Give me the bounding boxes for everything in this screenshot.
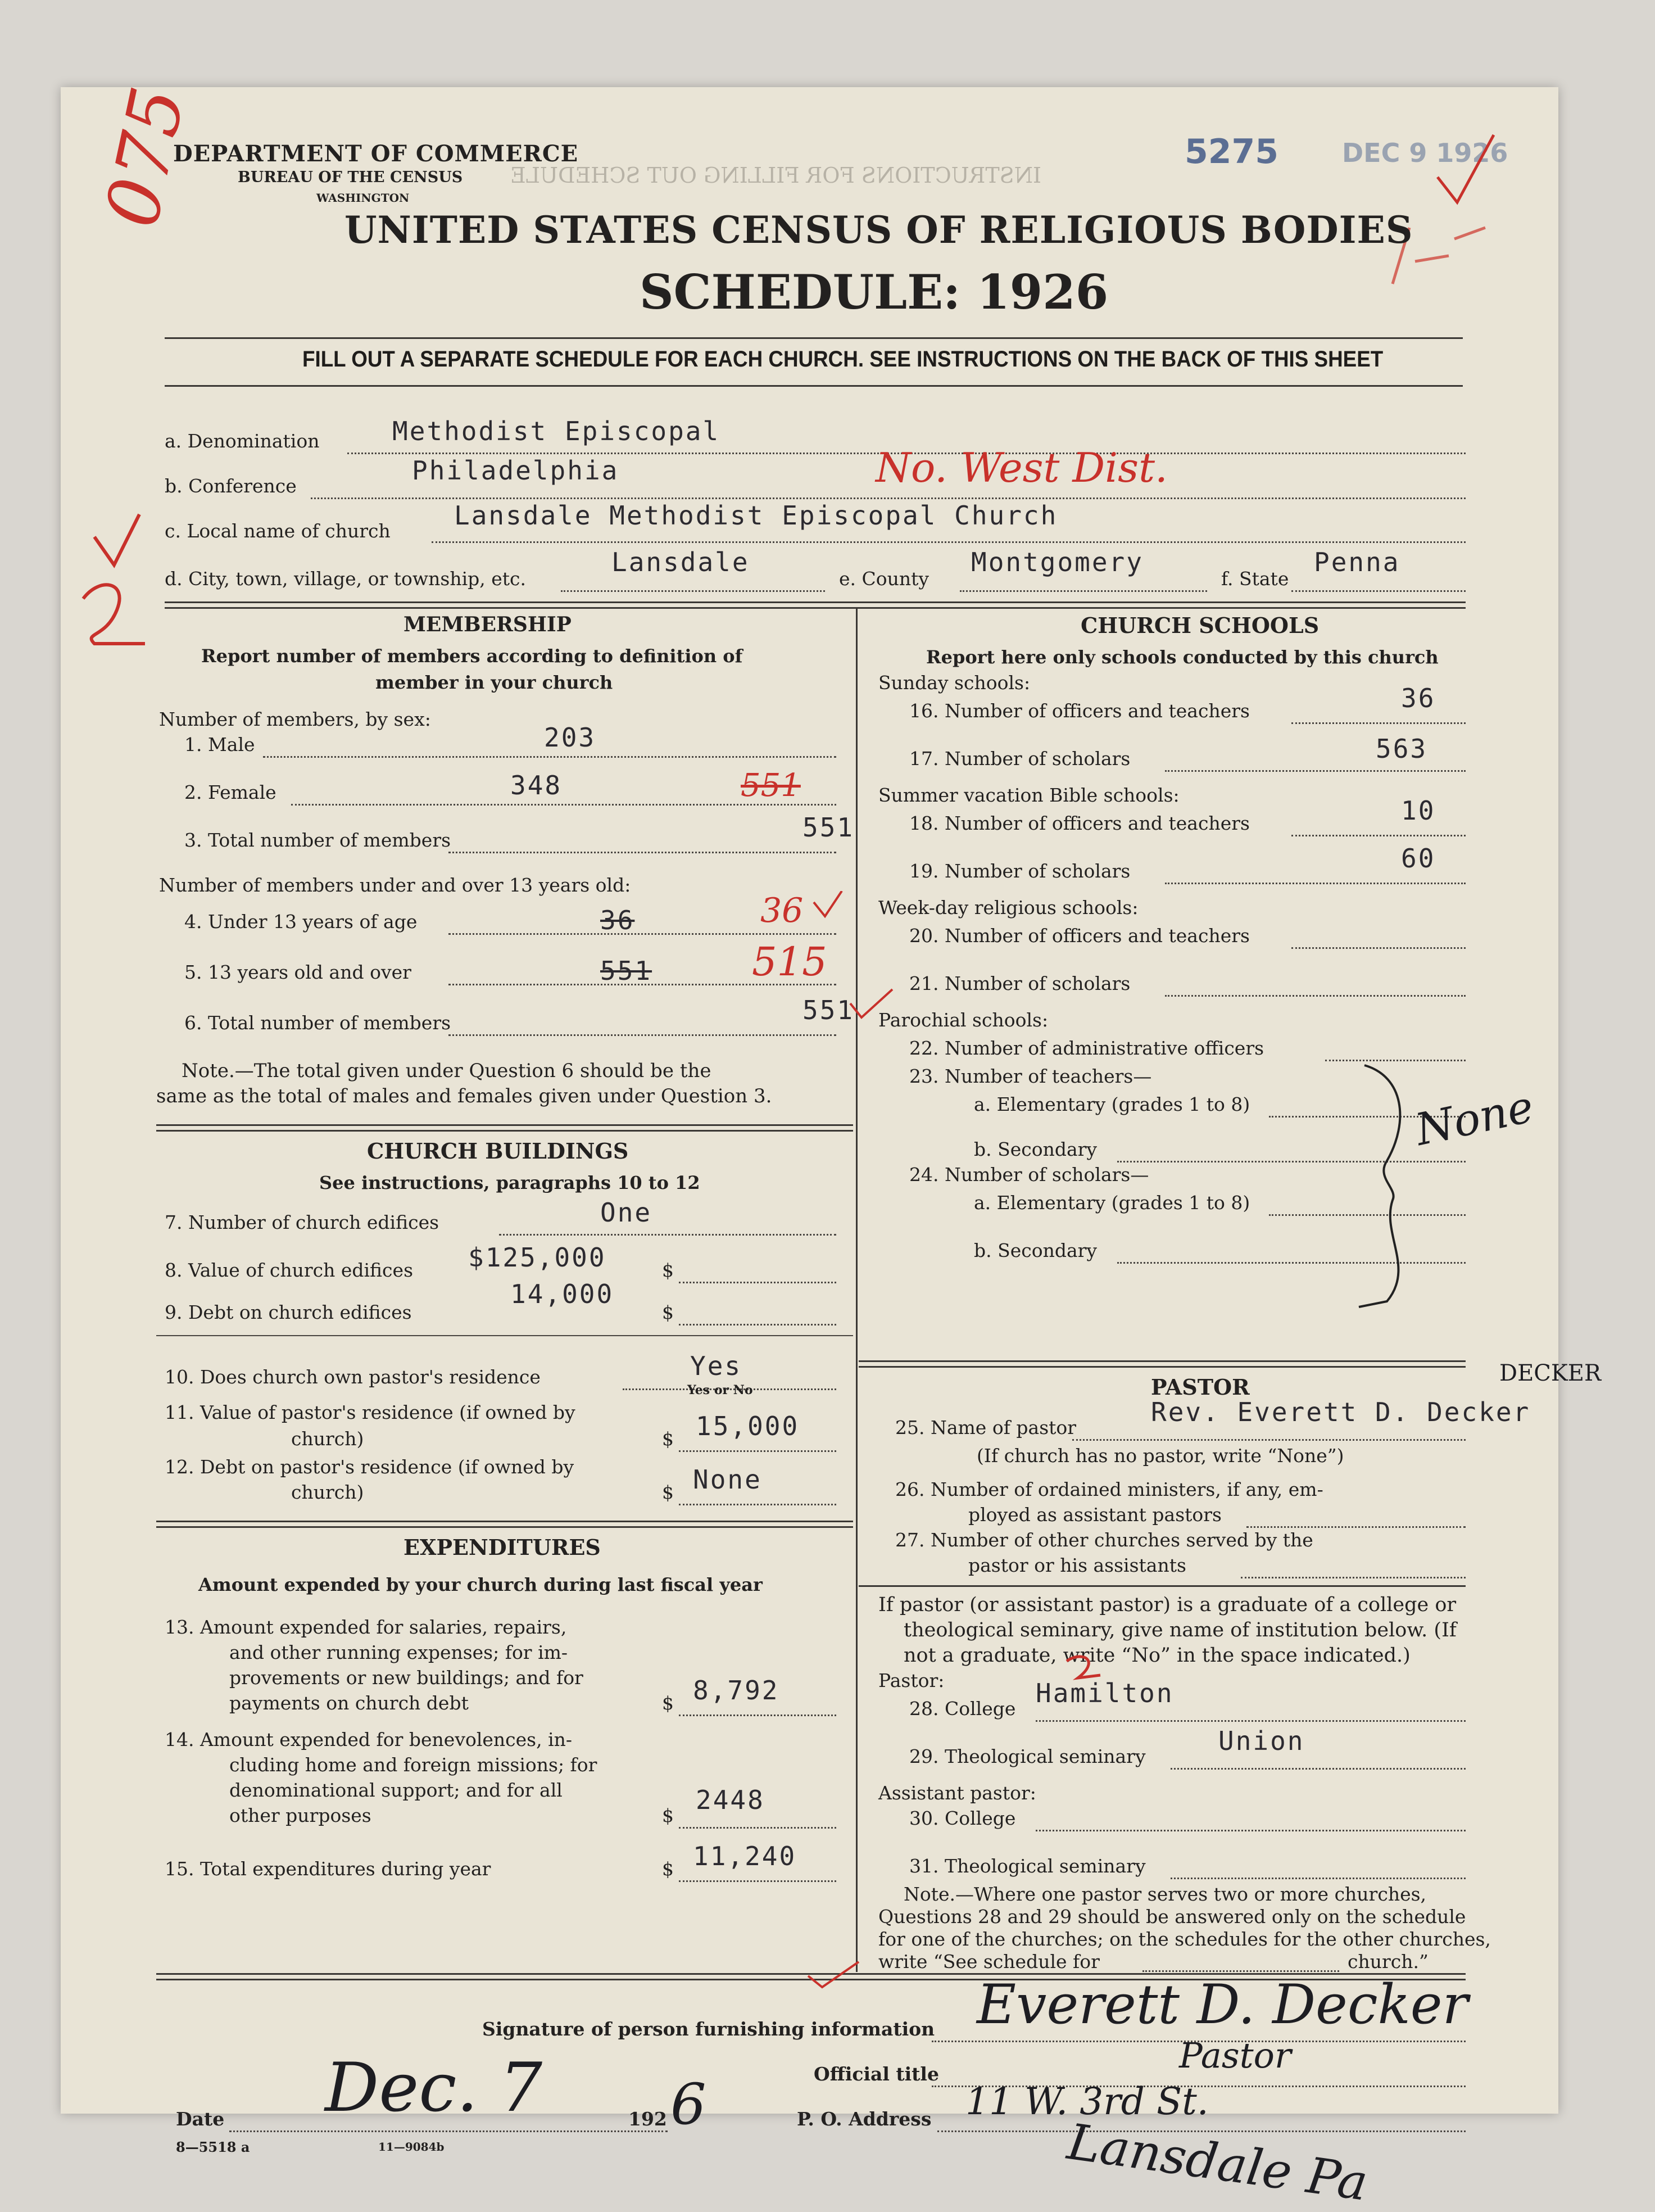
q7-value[interactable]: One	[600, 1197, 652, 1228]
summer-schools-label: Summer vacation Bible schools:	[878, 784, 1180, 806]
washington-label: WASHINGTON	[316, 191, 410, 205]
print-number: 11—9084b	[378, 2140, 445, 2154]
red-check-q3	[808, 891, 876, 964]
q9-line	[679, 1324, 836, 1326]
membership-note-2: same as the total of males and females given under Question 3.	[156, 1085, 772, 1107]
q23-label: 23. Number of teachers—	[909, 1065, 1152, 1087]
q11-label-b: church)	[291, 1428, 364, 1450]
section-divider	[165, 601, 1466, 609]
q24b-label: b. Secondary	[974, 1240, 1098, 1261]
assistant-pastor-label: Assistant pastor:	[878, 1782, 1036, 1804]
date-value[interactable]: Dec. 7	[325, 2049, 543, 2127]
q2-label: 2. Female	[184, 781, 276, 803]
q25-label: 25. Name of pastor	[895, 1417, 1077, 1439]
department-label: DEPARTMENT OF COMMERCE	[173, 141, 579, 167]
red-pencil-code: 075	[89, 80, 202, 234]
q14-line-4: other purposes	[229, 1804, 371, 1826]
signature-value[interactable]: Everett D. Decker	[977, 1973, 1468, 2036]
q19-label: 19. Number of scholars	[909, 860, 1131, 882]
census-schedule-sheet	[61, 80, 1602, 2212]
q6-value[interactable]: 551	[802, 995, 855, 1025]
red-pencil-mark-left	[61, 503, 190, 649]
parochial-schools-label: Parochial schools:	[878, 1009, 1049, 1031]
q12-value[interactable]: None	[693, 1464, 762, 1495]
q11-label-a: 11. Value of pastor's residence (if owned by	[165, 1401, 575, 1423]
q10-label: 10. Does church own pastor's residence	[165, 1366, 541, 1388]
q13-value[interactable]: 8,792	[693, 1675, 779, 1706]
by-age-label: Number of members under and over 13 years old:	[159, 874, 631, 896]
q8-line	[679, 1282, 836, 1283]
q6-line	[448, 1034, 836, 1036]
year-digit[interactable]: 6	[670, 2071, 706, 2137]
buildings-heading: CHURCH BUILDINGS	[367, 1138, 629, 1164]
city-label: d. City, town, village, or township, etc.	[165, 568, 527, 590]
membership-divider	[156, 1124, 853, 1132]
church-name-label: c. Local name of church	[165, 520, 391, 542]
q11-line	[679, 1450, 836, 1452]
denomination-value[interactable]: Methodist Episcopal	[392, 416, 720, 446]
bureau-label: BUREAU OF THE CENSUS	[238, 169, 463, 186]
official-title-label: Official title	[814, 2063, 939, 2085]
q19-line	[1165, 883, 1466, 884]
q28-value[interactable]: Hamilton	[1036, 1678, 1174, 1708]
column-divider	[856, 609, 858, 1972]
q25-value[interactable]: Rev. Everett D. Decker	[1151, 1397, 1531, 1427]
county-label: e. County	[839, 568, 929, 590]
pastor-note-4: write “See schedule for	[878, 1951, 1100, 1973]
q14-line-2: cluding home and foreign missions; for	[229, 1754, 597, 1776]
form-title: UNITED STATES CENSUS OF RELIGIOUS BODIES	[344, 208, 1413, 252]
q16-line	[1291, 722, 1466, 724]
po-address-label: P. O. Address	[797, 2108, 932, 2130]
red-check-q6	[847, 987, 898, 1026]
q14-dollar: $	[662, 1804, 674, 1826]
q27-line	[1241, 1577, 1466, 1578]
q4-value[interactable]: 36	[600, 905, 635, 935]
q28-line	[1036, 1720, 1466, 1722]
pastor-mid-rule	[859, 1585, 1466, 1587]
expenditures-heading: EXPENDITURES	[403, 1535, 601, 1560]
pastor-note-2: Questions 28 and 29 should be answered only on the schedule	[878, 1906, 1466, 1928]
membership-intro-1: Report number of members according to definition of	[201, 645, 743, 667]
q25-line	[1072, 1439, 1466, 1441]
graduate-note-2: theological seminary, give name of institution below. (If	[904, 1619, 1457, 1641]
form-number: 8—5518 a	[176, 2139, 250, 2155]
date-line	[229, 2130, 668, 2132]
q14-line-3: denominational support; and for all	[229, 1779, 563, 1801]
q24a-label: a. Elementary (grades 1 to 8)	[974, 1192, 1250, 1214]
reverse-print-show-through: INSTRUCTIONS FOR FILLING OUT SCHEDULE	[510, 163, 1042, 188]
conference-line	[311, 497, 1466, 499]
q19-value[interactable]: 60	[1401, 843, 1436, 874]
conference-district-note: No. West Dist.	[876, 444, 1168, 491]
q20-label: 20. Number of officers and teachers	[909, 925, 1250, 947]
received-number-stamp: 5275	[1185, 132, 1278, 171]
pastor-note-1: Note.—Where one pastor serves two or more churches,	[904, 1883, 1427, 1905]
q15-value[interactable]: 11,240	[693, 1841, 797, 1871]
schools-none-note: None	[1411, 1081, 1538, 1156]
banner-instruction: FILL OUT A SEPARATE SCHEDULE FOR EACH CHURCH. SEE INSTRUCTIONS ON THE BACK OF THIS SHEET	[302, 347, 1384, 372]
schedule-title: SCHEDULE: 1926	[640, 264, 1109, 320]
po-address-value[interactable]: 11 W. 3rd St.	[965, 2080, 1209, 2123]
q23a-label: a. Elementary (grades 1 to 8)	[974, 1093, 1250, 1115]
graduate-note-3: not a graduate, write “No” in the space indicated.)	[904, 1644, 1411, 1667]
q31-line	[1171, 1878, 1466, 1879]
q15-dollar: $	[662, 1858, 674, 1880]
denomination-label: a. Denomination	[165, 430, 320, 452]
sunday-schools-label: Sunday schools:	[878, 672, 1031, 694]
q21-label: 21. Number of scholars	[909, 972, 1131, 994]
church-name-value[interactable]: Lansdale Methodist Episcopal Church	[454, 500, 1058, 531]
schools-divider	[859, 1360, 1466, 1368]
handwritten-brace	[1353, 1054, 1421, 1318]
schools-heading: CHURCH SCHOOLS	[1081, 613, 1320, 638]
q3-value[interactable]: 551	[802, 812, 855, 843]
q4-line	[448, 933, 836, 935]
q8-dollar: $	[662, 1259, 674, 1281]
q16-value[interactable]: 36	[1401, 683, 1436, 713]
q13-line-1: 13. Amount expended for salaries, repairs,	[165, 1616, 567, 1638]
q3-line	[448, 852, 836, 853]
q15-label: 15. Total expenditures during year	[165, 1858, 491, 1880]
q9-value[interactable]: 14,000	[510, 1279, 614, 1309]
county-line	[960, 590, 1207, 592]
conference-value[interactable]: Philadelphia	[412, 455, 619, 486]
membership-heading: MEMBERSHIP	[403, 613, 572, 636]
banner-top-rule	[165, 337, 1463, 339]
state-line	[1291, 590, 1466, 592]
q1-line	[263, 756, 836, 758]
q10-hint: Yes or No	[687, 1383, 753, 1397]
q28-label: 28. College	[909, 1698, 1016, 1720]
pastor-note-3: for one of the churches; on the schedules for the other churches,	[878, 1928, 1491, 1950]
pastor-note-5: church.”	[1348, 1951, 1429, 1973]
q7-label: 7. Number of church edifices	[165, 1211, 439, 1233]
q5-label: 5. 13 years old and over	[184, 961, 411, 983]
membership-intro-2: member in your church	[375, 672, 613, 693]
q29-line	[1171, 1768, 1466, 1770]
graduate-note-1: If pastor (or assistant pastor) is a graduate of a college or	[878, 1594, 1457, 1616]
q25-hint: (If church has no pastor, write “None”)	[977, 1445, 1344, 1467]
po-address-city[interactable]: Lansdale Pa	[1064, 2113, 1372, 2212]
q26-line-1: 26. Number of ordained ministers, if any, em-	[895, 1478, 1323, 1500]
q22-label: 22. Number of administrative officers	[909, 1037, 1264, 1059]
q12-label-a: 12. Debt on pastor's residence (if owned by	[165, 1456, 574, 1478]
q15-line	[679, 1880, 836, 1882]
q14-line	[679, 1827, 836, 1829]
q11-value[interactable]: 15,000	[696, 1411, 800, 1441]
q4-label: 4. Under 13 years of age	[184, 911, 418, 933]
q29-label: 29. Theological seminary	[909, 1745, 1146, 1767]
banner-bottom-rule	[165, 385, 1463, 387]
q2-value[interactable]: 348	[510, 770, 563, 800]
official-title-value[interactable]: Pastor	[1179, 2035, 1291, 2076]
q20-line	[1291, 947, 1466, 949]
q2-struck-red-total: 551	[741, 767, 801, 804]
q9-label: 9. Debt on church edifices	[165, 1301, 412, 1323]
by-sex-label: Number of members, by sex:	[159, 708, 431, 730]
state-label: f. State	[1221, 568, 1289, 590]
q26-line-2: ployed as assistant pastors	[968, 1504, 1222, 1526]
q9-dollar: $	[662, 1301, 674, 1323]
city-value[interactable]: Lansdale	[611, 547, 750, 577]
q10-value[interactable]: Yes	[690, 1351, 742, 1381]
church-name-line	[432, 541, 1466, 543]
q29-value[interactable]: Union	[1218, 1726, 1305, 1756]
membership-note-1: Note.—The total given under Question 6 should be the	[182, 1060, 711, 1082]
red-check-mark	[1432, 132, 1499, 211]
q5-value[interactable]: 551	[600, 956, 652, 986]
schools-sub: Report here only schools conducted by this church	[926, 646, 1439, 668]
q3-label: 3. Total number of members	[184, 829, 451, 851]
buildings-sub: See instructions, paragraphs 10 to 12	[319, 1172, 700, 1193]
q21-line	[1165, 995, 1466, 997]
q13-line-2: and other running expenses; for im-	[229, 1641, 568, 1663]
buildings-divider	[156, 1521, 853, 1528]
q8-value[interactable]: $125,000	[468, 1242, 606, 1273]
decker-printed-note: DECKER	[1499, 1360, 1602, 1386]
q17-value[interactable]: 563	[1376, 734, 1428, 764]
state-value[interactable]: Penna	[1314, 547, 1400, 577]
red-check-q15	[802, 1956, 864, 1996]
q2-line	[291, 804, 836, 806]
q23b-label: b. Secondary	[974, 1138, 1098, 1160]
q16-label: 16. Number of officers and teachers	[909, 700, 1250, 722]
q13-line	[679, 1715, 836, 1716]
q12-label-b: church)	[291, 1481, 364, 1503]
county-value[interactable]: Montgomery	[971, 547, 1144, 577]
q14-line-1: 14. Amount expended for benevolences, in-	[165, 1729, 573, 1750]
pastor-note-blank	[1142, 1970, 1339, 1972]
date-label: Date	[176, 2108, 225, 2130]
q11-dollar: $	[662, 1428, 674, 1450]
q18-label: 18. Number of officers and teachers	[909, 812, 1250, 834]
q8-label: 8. Value of church edifices	[165, 1259, 414, 1281]
year-prefix: 192	[628, 2108, 667, 2130]
q1-label: 1. Male	[184, 734, 255, 756]
expenditures-sub: Amount expended by your church during last fiscal year	[198, 1574, 763, 1595]
q24-label: 24. Number of scholars—	[909, 1164, 1149, 1186]
q5-red-correction: 515	[752, 939, 827, 985]
q30-line	[1036, 1830, 1466, 1831]
q1-value[interactable]: 203	[544, 722, 596, 753]
q17-line	[1165, 770, 1466, 772]
q7-line	[499, 1234, 836, 1236]
q18-line	[1291, 835, 1466, 836]
q13-line-4: payments on church debt	[229, 1692, 469, 1714]
q31-label: 31. Theological seminary	[909, 1855, 1146, 1877]
q13-line-3: provements or new buildings; and for	[229, 1667, 583, 1689]
city-line	[561, 590, 825, 592]
q14-value[interactable]: 2448	[696, 1785, 765, 1815]
signature-label: Signature of person furnishing information	[482, 2018, 935, 2040]
pastor-grad-label: Pastor:	[878, 1670, 945, 1691]
q26-line	[1246, 1526, 1466, 1528]
weekday-schools-label: Week-day religious schools:	[878, 897, 1139, 919]
q6-label: 6. Total number of members	[184, 1012, 451, 1034]
q27-line-2: pastor or his assistants	[968, 1554, 1186, 1576]
q4-red-correction: 36	[760, 891, 804, 930]
q17-label: 17. Number of scholars	[909, 748, 1131, 770]
pastor-heading: PASTOR	[1151, 1374, 1250, 1400]
buildings-mid-rule	[156, 1335, 853, 1336]
conference-label: b. Conference	[165, 475, 297, 497]
q12-dollar: $	[662, 1481, 674, 1503]
q12-line	[679, 1504, 836, 1505]
received-date-stamp: DEC 9 1926	[1342, 138, 1508, 168]
q13-dollar: $	[662, 1692, 674, 1714]
q30-label: 30. College	[909, 1807, 1016, 1829]
q27-line-1: 27. Number of other churches served by the	[895, 1529, 1313, 1551]
q18-value[interactable]: 10	[1401, 795, 1436, 826]
